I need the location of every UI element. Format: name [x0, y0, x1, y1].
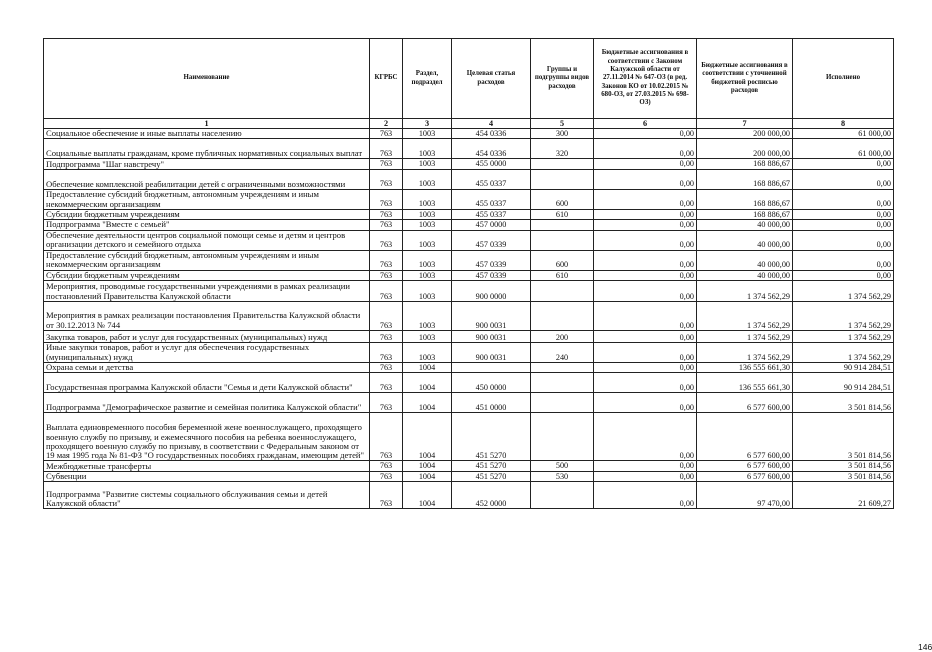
cell-kgrbs: 763 [370, 373, 403, 393]
column-numbers-row [44, 119, 894, 129]
cell-group [531, 302, 594, 331]
cell-executed-amount: 61 000,00 [793, 129, 894, 139]
cell-law-amount: 0,00 [594, 230, 697, 250]
cell-executed-amount: 61 000,00 [793, 139, 894, 159]
budget-table [43, 38, 894, 509]
cell-section: 1004 [403, 363, 452, 373]
cell-refined-amount: 168 886,67 [697, 189, 793, 209]
cell-group: 500 [531, 461, 594, 471]
column-number: 7 [697, 119, 793, 129]
cell-target: 455 0337 [452, 209, 531, 219]
cell-law-amount: 0,00 [594, 270, 697, 280]
cell-name: Социальные выплаты гражданам, кроме публичных нормативных социальных выплат [44, 139, 370, 159]
cell-name: Подпрограмма "Развитие системы социального обслуживания семьи и детей Калужской области" [44, 482, 370, 509]
header-groups: Группы и подгруппы видов расходов [531, 39, 594, 119]
cell-group [531, 413, 594, 461]
column-number: 4 [452, 119, 531, 129]
cell-executed-amount: 3 501 814,56 [793, 393, 894, 413]
cell-group [531, 393, 594, 413]
header-refined: Бюджетные ассигнования в соответствии с уточненной бюджетной росписью расходов [697, 39, 793, 119]
cell-refined-amount: 6 577 600,00 [697, 413, 793, 461]
cell-executed-amount: 0,00 [793, 209, 894, 219]
cell-refined-amount: 168 886,67 [697, 169, 793, 189]
cell-target: 457 0339 [452, 230, 531, 250]
cell-refined-amount: 40 000,00 [697, 250, 793, 270]
header-kgrbs: КГРБС [370, 39, 403, 119]
table-row [44, 220, 894, 230]
cell-name: Подпрограмма "Демографическое развитие и семейная политика Калужской области" [44, 393, 370, 413]
cell-kgrbs: 763 [370, 189, 403, 209]
cell-group: 610 [531, 209, 594, 219]
cell-section: 1003 [403, 139, 452, 159]
cell-section: 1004 [403, 461, 452, 471]
cell-section: 1003 [403, 270, 452, 280]
cell-target: 454 0336 [452, 139, 531, 159]
cell-executed-amount: 21 609,27 [793, 482, 894, 509]
table-row [44, 230, 894, 250]
cell-name: Мероприятия, проводимые государственными учреждениями в рамках реализации постановлений Правительства Калужской области [44, 281, 370, 302]
cell-law-amount: 0,00 [594, 393, 697, 413]
cell-group: 240 [531, 343, 594, 363]
cell-law-amount: 0,00 [594, 189, 697, 209]
cell-target: 454 0336 [452, 129, 531, 139]
cell-refined-amount: 1 374 562,29 [697, 331, 793, 343]
cell-executed-amount: 0,00 [793, 270, 894, 280]
cell-target: 900 0031 [452, 331, 531, 343]
cell-section: 1003 [403, 129, 452, 139]
cell-name: Субвенции [44, 471, 370, 481]
cell-law-amount: 0,00 [594, 169, 697, 189]
cell-group [531, 230, 594, 250]
cell-refined-amount: 6 577 600,00 [697, 471, 793, 481]
cell-refined-amount: 136 555 661,30 [697, 373, 793, 393]
cell-section: 1004 [403, 393, 452, 413]
table-row [44, 129, 894, 139]
cell-name: Обеспечение комплексной реабилитации детей с ограниченными возможностями [44, 169, 370, 189]
cell-kgrbs: 763 [370, 482, 403, 509]
cell-kgrbs: 763 [370, 281, 403, 302]
cell-executed-amount: 0,00 [793, 169, 894, 189]
cell-group: 610 [531, 270, 594, 280]
cell-name: Межбюджетные трансферты [44, 461, 370, 471]
table-row [44, 413, 894, 461]
cell-group: 600 [531, 189, 594, 209]
cell-refined-amount: 168 886,67 [697, 159, 793, 169]
cell-kgrbs: 763 [370, 413, 403, 461]
cell-target [452, 363, 531, 373]
cell-refined-amount: 1 374 562,29 [697, 343, 793, 363]
cell-name: Субсидии бюджетным учреждениям [44, 209, 370, 219]
cell-executed-amount: 90 914 284,51 [793, 363, 894, 373]
cell-executed-amount: 0,00 [793, 250, 894, 270]
cell-name: Закупка товаров, работ и услуг для государственных (муниципальных) нужд [44, 331, 370, 343]
cell-refined-amount: 6 577 600,00 [697, 461, 793, 471]
header-law: Бюджетные ассигнования в соответствии с Законом Калужской области от 27.11.2014 № 647-ОЗ (в ред. Законов КО от 10.02.2015 № 680-ОЗ, от 27.03.2015 № 698-ОЗ) [594, 39, 697, 119]
cell-target: 457 0339 [452, 250, 531, 270]
cell-section: 1003 [403, 220, 452, 230]
cell-target: 451 5270 [452, 413, 531, 461]
cell-group [531, 220, 594, 230]
cell-refined-amount: 6 577 600,00 [697, 393, 793, 413]
page-number: 146 [918, 642, 932, 652]
cell-section: 1004 [403, 373, 452, 393]
cell-refined-amount: 200 000,00 [697, 129, 793, 139]
table-row [44, 471, 894, 481]
cell-kgrbs: 763 [370, 220, 403, 230]
cell-law-amount: 0,00 [594, 471, 697, 481]
cell-law-amount: 0,00 [594, 413, 697, 461]
cell-executed-amount: 0,00 [793, 189, 894, 209]
cell-target: 452 0000 [452, 482, 531, 509]
table-row [44, 482, 894, 509]
cell-section: 1003 [403, 343, 452, 363]
cell-law-amount: 0,00 [594, 139, 697, 159]
cell-law-amount: 0,00 [594, 461, 697, 471]
cell-group: 300 [531, 129, 594, 139]
header-section: Раздел, подраздел [403, 39, 452, 119]
table-row [44, 363, 894, 373]
cell-executed-amount: 0,00 [793, 230, 894, 250]
table-row [44, 461, 894, 471]
cell-group: 600 [531, 250, 594, 270]
cell-refined-amount: 40 000,00 [697, 230, 793, 250]
column-number: 5 [531, 119, 594, 129]
cell-law-amount: 0,00 [594, 331, 697, 343]
cell-law-amount: 0,00 [594, 302, 697, 331]
column-number: 3 [403, 119, 452, 129]
column-number: 2 [370, 119, 403, 129]
cell-executed-amount: 1 374 562,29 [793, 302, 894, 331]
cell-refined-amount: 200 000,00 [697, 139, 793, 159]
cell-target: 451 5270 [452, 461, 531, 471]
cell-name: Предоставление субсидий бюджетным, автономным учреждениям и иным некоммерческим организациям [44, 189, 370, 209]
cell-section: 1003 [403, 302, 452, 331]
cell-law-amount: 0,00 [594, 159, 697, 169]
cell-group [531, 169, 594, 189]
header-executed: Исполнено [793, 39, 894, 119]
cell-kgrbs: 763 [370, 230, 403, 250]
table-row [44, 281, 894, 302]
cell-law-amount: 0,00 [594, 343, 697, 363]
cell-group: 530 [531, 471, 594, 481]
header-target: Целевая статья расходов [452, 39, 531, 119]
table-row [44, 302, 894, 331]
cell-target: 451 0000 [452, 393, 531, 413]
cell-executed-amount: 90 914 284,51 [793, 373, 894, 393]
table-row [44, 373, 894, 393]
cell-section: 1004 [403, 482, 452, 509]
cell-group [531, 363, 594, 373]
cell-refined-amount: 168 886,67 [697, 209, 793, 219]
cell-law-amount: 0,00 [594, 373, 697, 393]
column-number: 6 [594, 119, 697, 129]
cell-kgrbs: 763 [370, 129, 403, 139]
cell-section: 1003 [403, 250, 452, 270]
cell-target: 455 0337 [452, 169, 531, 189]
cell-executed-amount: 3 501 814,56 [793, 413, 894, 461]
cell-law-amount: 0,00 [594, 363, 697, 373]
cell-law-amount: 0,00 [594, 209, 697, 219]
table-body [44, 129, 894, 509]
table-row [44, 209, 894, 219]
cell-refined-amount: 1 374 562,29 [697, 302, 793, 331]
cell-name: Обеспечение деятельности центров социальной помощи семье и детям и центров организации детского и семейного отдыха [44, 230, 370, 250]
cell-group [531, 159, 594, 169]
cell-executed-amount: 3 501 814,56 [793, 461, 894, 471]
cell-executed-amount: 3 501 814,56 [793, 471, 894, 481]
cell-name: Подпрограмма "Вместе с семьей" [44, 220, 370, 230]
cell-name: Иные закупки товаров, работ и услуг для обеспечения государственных (муниципальных) нужд [44, 343, 370, 363]
cell-name: Охрана семьи и детства [44, 363, 370, 373]
cell-group [531, 482, 594, 509]
table-row [44, 169, 894, 189]
cell-section: 1004 [403, 413, 452, 461]
table-row [44, 331, 894, 343]
cell-law-amount: 0,00 [594, 250, 697, 270]
cell-executed-amount: 0,00 [793, 159, 894, 169]
table-row [44, 159, 894, 169]
table-row [44, 270, 894, 280]
cell-kgrbs: 763 [370, 169, 403, 189]
table-row [44, 189, 894, 209]
column-number: 1 [44, 119, 370, 129]
cell-kgrbs: 763 [370, 343, 403, 363]
cell-kgrbs: 763 [370, 471, 403, 481]
cell-kgrbs: 763 [370, 270, 403, 280]
cell-section: 1003 [403, 331, 452, 343]
cell-group: 320 [531, 139, 594, 159]
cell-target: 450 0000 [452, 373, 531, 393]
cell-section: 1003 [403, 189, 452, 209]
cell-law-amount: 0,00 [594, 482, 697, 509]
cell-target: 455 0337 [452, 189, 531, 209]
cell-kgrbs: 763 [370, 209, 403, 219]
cell-refined-amount: 40 000,00 [697, 270, 793, 280]
cell-kgrbs: 763 [370, 250, 403, 270]
cell-name: Государственная программа Калужской области "Семья и дети Калужской области" [44, 373, 370, 393]
cell-refined-amount: 97 470,00 [697, 482, 793, 509]
cell-name: Выплата единовременного пособия беременной жене военнослужащего, проходящего военную службу по призыву, и ежемесячного пособия на ребенка военнослужащего, проходящего военную службу по призыву, в соответствии с Федеральным законом от 19 мая 1995 года № 81-ФЗ "О государственных пособиях гражданам, имеющим детей" [44, 413, 370, 461]
cell-kgrbs: 763 [370, 139, 403, 159]
cell-target: 900 0031 [452, 302, 531, 331]
cell-target: 451 5270 [452, 471, 531, 481]
cell-name: Субсидии бюджетным учреждениям [44, 270, 370, 280]
cell-law-amount: 0,00 [594, 220, 697, 230]
cell-target: 900 0000 [452, 281, 531, 302]
cell-law-amount: 0,00 [594, 129, 697, 139]
cell-executed-amount: 1 374 562,29 [793, 331, 894, 343]
cell-name: Подпрограмма "Шаг навстречу" [44, 159, 370, 169]
cell-section: 1004 [403, 471, 452, 481]
cell-kgrbs: 763 [370, 393, 403, 413]
header-row [44, 39, 894, 119]
cell-section: 1003 [403, 159, 452, 169]
column-number: 8 [793, 119, 894, 129]
cell-law-amount: 0,00 [594, 281, 697, 302]
table-row [44, 250, 894, 270]
cell-group: 200 [531, 331, 594, 343]
cell-refined-amount: 1 374 562,29 [697, 281, 793, 302]
cell-refined-amount: 40 000,00 [697, 220, 793, 230]
cell-executed-amount: 0,00 [793, 220, 894, 230]
cell-target: 455 0000 [452, 159, 531, 169]
cell-target: 900 0031 [452, 343, 531, 363]
cell-refined-amount: 136 555 661,30 [697, 363, 793, 373]
table-row [44, 139, 894, 159]
cell-section: 1003 [403, 230, 452, 250]
document-page [43, 38, 932, 652]
cell-section: 1003 [403, 281, 452, 302]
cell-kgrbs: 763 [370, 461, 403, 471]
cell-section: 1003 [403, 209, 452, 219]
cell-name: Мероприятия в рамках реализации постановления Правительства Калужской области от 30.12.2013 № 744 [44, 302, 370, 331]
cell-executed-amount: 1 374 562,29 [793, 281, 894, 302]
cell-name: Предоставление субсидий бюджетным, автономным учреждениям и иным некоммерческим организациям [44, 250, 370, 270]
header-name: Наименование [44, 39, 370, 119]
cell-section: 1003 [403, 169, 452, 189]
cell-executed-amount: 1 374 562,29 [793, 343, 894, 363]
cell-target: 457 0339 [452, 270, 531, 280]
cell-kgrbs: 763 [370, 159, 403, 169]
cell-target: 457 0000 [452, 220, 531, 230]
cell-kgrbs: 763 [370, 363, 403, 373]
cell-kgrbs: 763 [370, 331, 403, 343]
cell-group [531, 281, 594, 302]
cell-group [531, 373, 594, 393]
table-row [44, 343, 894, 363]
cell-kgrbs: 763 [370, 302, 403, 331]
cell-name: Социальное обеспечение и иные выплаты населению [44, 129, 370, 139]
table-row [44, 393, 894, 413]
